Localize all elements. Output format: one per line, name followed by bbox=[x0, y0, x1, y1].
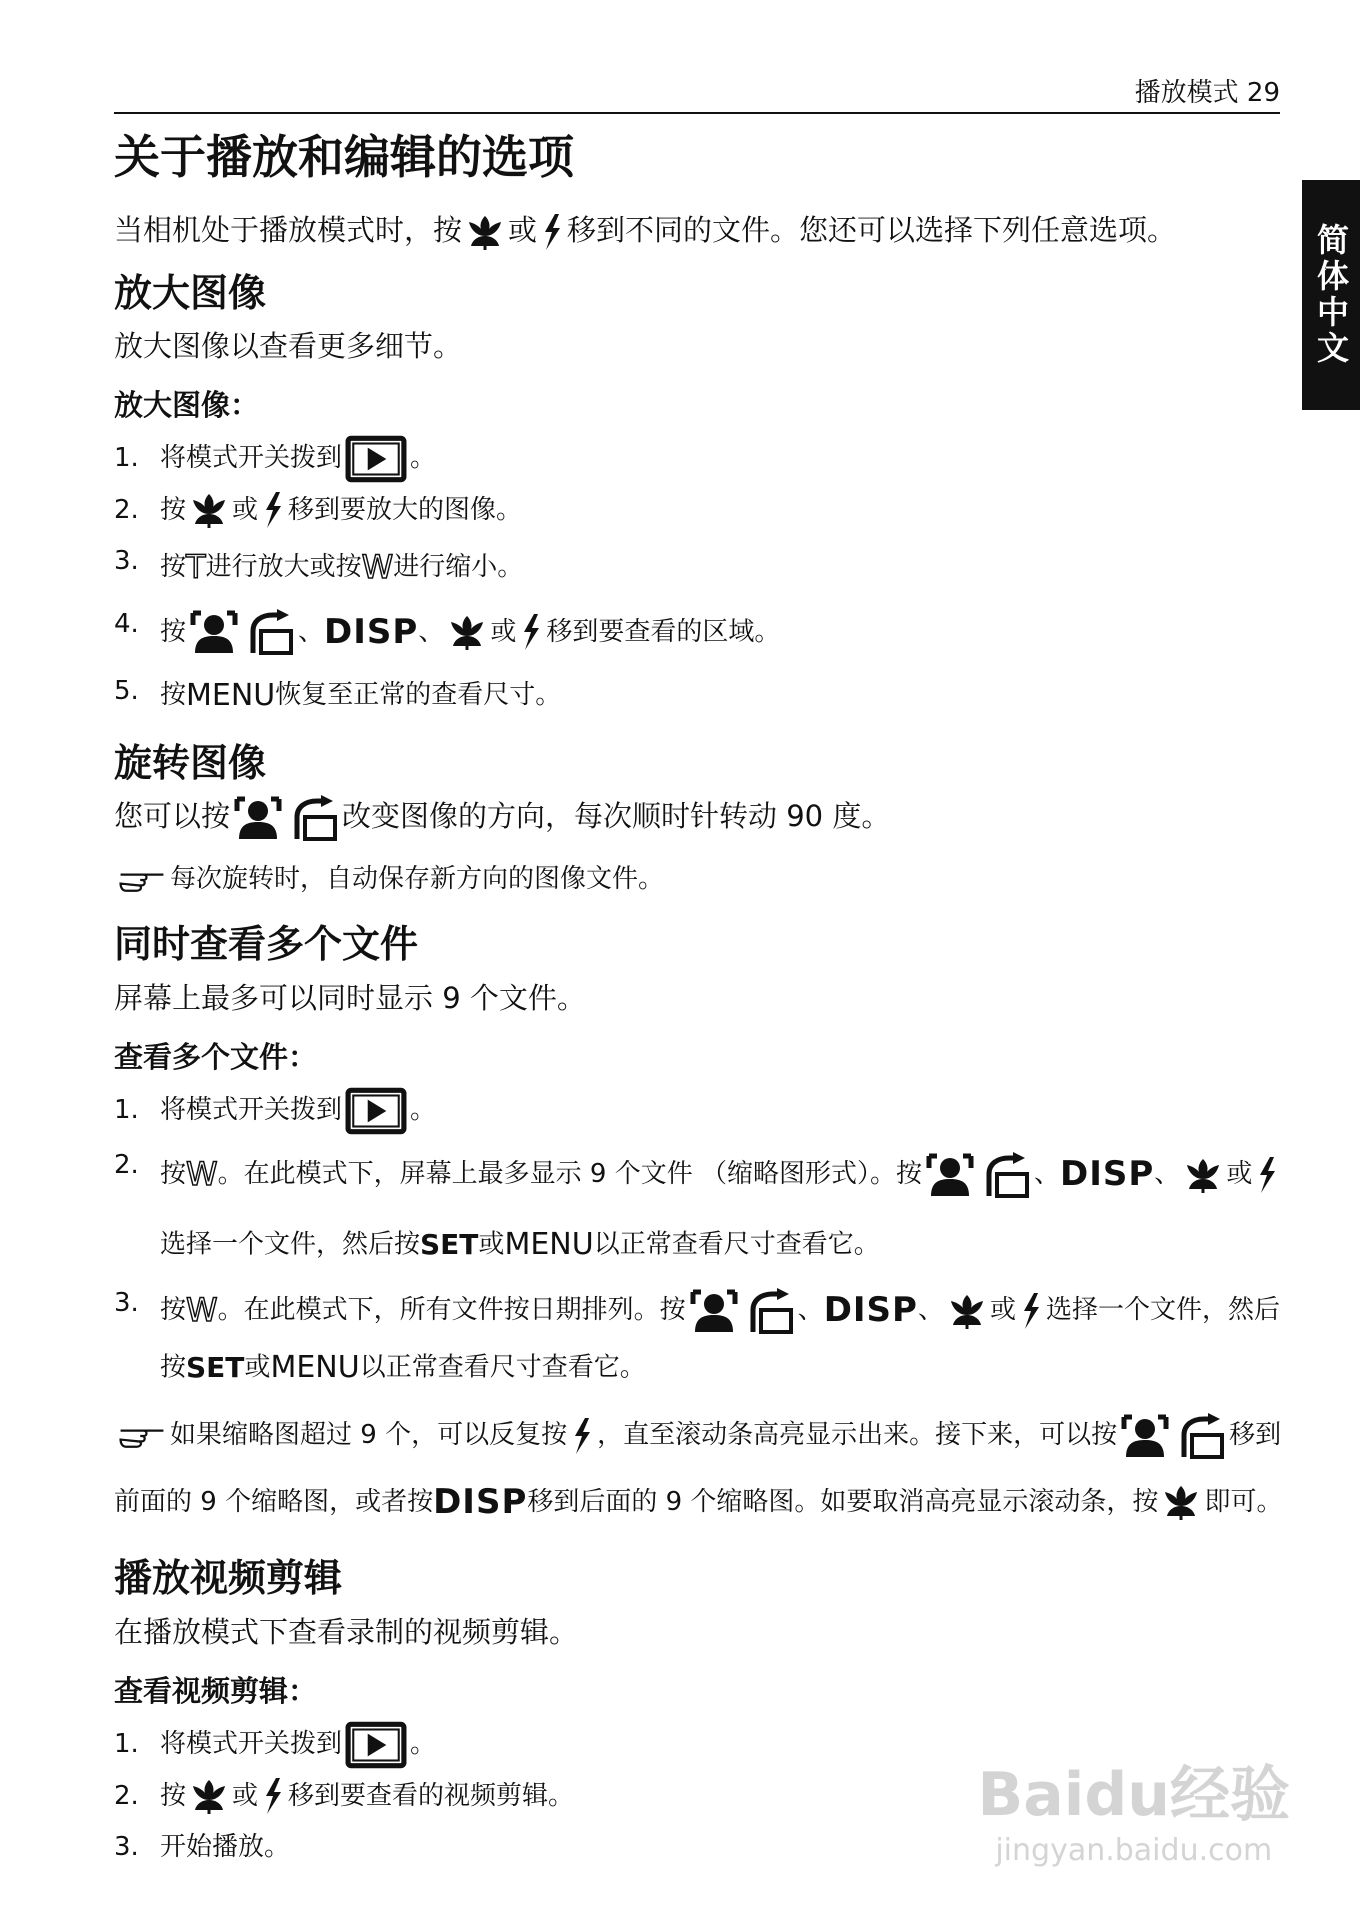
flash-icon bbox=[519, 612, 543, 652]
macro-icon bbox=[189, 1776, 229, 1816]
note-multi: 如果缩略图超过 9 个，可以反复按 ，直至滚动条高亮显示出来。接下来，可以按 移到前面的 9 个缩略图，或者按DISP移到后面的 9 个缩略图。如要取消高亮显示滚动条，按 即可。 bbox=[114, 1407, 1284, 1539]
set-key-label: SET bbox=[420, 1228, 479, 1262]
rotate-icon bbox=[745, 1288, 795, 1334]
macro-icon bbox=[465, 212, 505, 252]
disp-key-label: DISP bbox=[324, 612, 419, 653]
menu-key-label: MENU bbox=[186, 677, 276, 713]
wide-key-icon: W bbox=[186, 1291, 218, 1330]
list-item: 2. 按 或 移到要放大的图像。 bbox=[114, 486, 1284, 535]
section-desc-multi: 屏幕上最多可以同时显示 9 个文件。 bbox=[114, 980, 586, 1015]
portrait-icon bbox=[1120, 1413, 1170, 1459]
tele-key-icon: T bbox=[186, 548, 206, 587]
disp-key-label: DISP bbox=[823, 1290, 918, 1331]
macro-icon bbox=[189, 490, 229, 530]
language-tab-label: 简体中文 bbox=[1312, 223, 1350, 367]
pointing-hand-icon bbox=[117, 865, 167, 895]
flash-icon bbox=[570, 1416, 594, 1456]
list-item: 3. 按T进行放大或按W进行缩小。 bbox=[114, 546, 524, 587]
subheading-zoom: 放大图像： bbox=[114, 388, 260, 423]
macro-icon bbox=[1183, 1155, 1223, 1195]
macro-icon bbox=[447, 612, 487, 652]
list-item: 3. 按W。在此模式下，所有文件按日期排列。按 、DISP、 或 选择一个文件，然后按SET或MENU以正常查看尺寸查看它。 bbox=[114, 1288, 1281, 1386]
page-header bbox=[1135, 72, 1280, 109]
section-desc-video: 在播放模式下查看录制的视频剪辑。 bbox=[114, 1614, 579, 1649]
list-item: 5. 按MENU恢复至正常的查看尺寸。 bbox=[114, 675, 562, 713]
steps-multi bbox=[114, 1086, 1284, 1395]
set-key-label: SET bbox=[186, 1351, 245, 1385]
steps-zoom bbox=[114, 434, 1284, 723]
play-mode-icon bbox=[345, 1087, 407, 1135]
rotate-icon bbox=[289, 795, 339, 841]
subheading-video: 查看视频剪辑： bbox=[114, 1674, 318, 1709]
watermark-logo bbox=[978, 1747, 1290, 1868]
portrait-icon bbox=[925, 1152, 975, 1198]
flash-icon bbox=[261, 1776, 285, 1816]
subheading-multi: 查看多个文件： bbox=[114, 1040, 318, 1075]
header-title: 播放模式 bbox=[1134, 78, 1239, 108]
play-mode-icon bbox=[345, 1721, 407, 1769]
portrait-icon bbox=[233, 795, 283, 841]
list-item: 2. 按W。在此模式下，屏幕上最多显示 9 个文件 （缩略图形式）。按 、DISP、 或选择一个文件，然后按SET或MENU以正常查看尺寸查看它。 bbox=[114, 1137, 1284, 1278]
section-desc-zoom: 放大图像以查看更多细节。 bbox=[114, 329, 463, 364]
list-item: 1. 将模式开关拨到 。 bbox=[114, 1720, 1284, 1769]
flash-icon bbox=[540, 212, 564, 252]
list-item: 4. 按 、DISP、 或 移到要查看的区域。 bbox=[114, 600, 1284, 665]
menu-key-label: MENU bbox=[504, 1227, 594, 1263]
section-heading-rotate: 旋转图像 bbox=[114, 740, 267, 785]
portrait-icon bbox=[189, 609, 239, 655]
macro-icon bbox=[1161, 1482, 1201, 1522]
rotate-icon bbox=[1176, 1413, 1226, 1459]
play-mode-icon bbox=[345, 435, 407, 483]
page-content bbox=[114, 120, 1284, 1874]
list-item: 1. 将模式开关拨到 。 bbox=[114, 434, 1284, 483]
flash-icon bbox=[1019, 1291, 1043, 1331]
flash-icon bbox=[261, 490, 285, 530]
section-desc-rotate: 您可以按 改变图像的方向，每次顺时针转动 90 度。 bbox=[114, 793, 1284, 841]
wide-key-icon: W bbox=[186, 1155, 218, 1194]
section-heading-zoom: 放大图像 bbox=[114, 270, 267, 315]
note-rotate: 每次旋转时，自动保存新方向的图像文件。 bbox=[114, 853, 1284, 905]
intro-text: 当相机处于播放模式时，按 或 移到不同的文件。您还可以选择下列任意选项。 bbox=[114, 207, 1284, 253]
page-number: 29 bbox=[1246, 78, 1280, 108]
watermark-sub: jingyan.baidu.com bbox=[995, 1833, 1273, 1868]
header-rule bbox=[114, 112, 1280, 114]
section-heading-video: 播放视频剪辑 bbox=[114, 1556, 343, 1601]
language-tab bbox=[1302, 180, 1360, 410]
list-item: 3. 开始播放。 bbox=[114, 1832, 291, 1863]
list-item: 2. 按 或 移到要查看的视频剪辑。 bbox=[114, 1772, 1284, 1821]
portrait-icon bbox=[689, 1288, 739, 1334]
flash-icon bbox=[1255, 1155, 1279, 1195]
watermark-main: Baidu经验 bbox=[977, 1760, 1290, 1830]
disp-key-label: DISP bbox=[1060, 1154, 1155, 1195]
rotate-icon bbox=[981, 1152, 1031, 1198]
list-item: 1. 将模式开关拨到 。 bbox=[114, 1086, 1284, 1135]
disp-key-label: DISP bbox=[433, 1481, 528, 1522]
macro-icon bbox=[947, 1291, 987, 1331]
wide-key-icon: W bbox=[361, 548, 394, 587]
rotate-icon bbox=[245, 609, 295, 655]
menu-key-label: MENU bbox=[270, 1350, 360, 1386]
page-title: 关于播放和编辑的选项 bbox=[114, 130, 574, 184]
pointing-hand-icon bbox=[117, 1421, 167, 1451]
section-heading-multi: 同时查看多个文件 bbox=[114, 922, 419, 967]
